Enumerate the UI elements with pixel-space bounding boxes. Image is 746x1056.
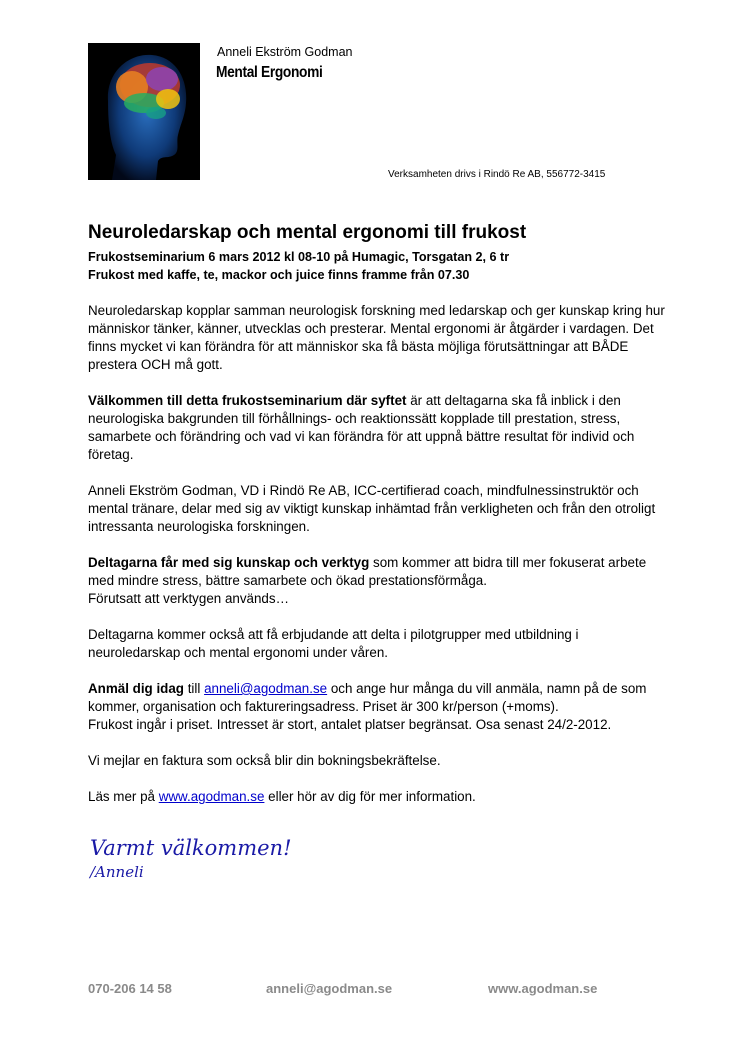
website-link[interactable]: www.agodman.se [158,789,265,804]
greeting: Varmt välkommen! [90,836,292,860]
page-title: Neuroledarskap och mental ergonomi till frukost [88,222,527,243]
breakfast-details: Frukost med kaffe, te, mackor och juice finns framme från 07.30 [88,268,470,282]
intro-paragraph: Neuroledarskap kopplar samman neurologisk forskning med ledarskap och ger kunskap kring hur människor tänker, känner, utvecklas och presterar. Mental ergonomi är åtgärder i vardagen. Det finns mycket vi kan förändra för att människor ska få bästa möjliga förutsättningar att BÅDE prestera OCH må gott. [88,303,665,372]
purpose-paragraph [88,392,668,464]
signup-paragraph [88,680,668,734]
brand-name: Mental Ergonomi [216,64,323,81]
invoice-paragraph: Vi mejlar en faktura som också blir din bokningsbekräftelse. [88,753,441,768]
signup-email-link[interactable]: anneli@agodman.se [204,681,328,696]
pilot-paragraph: Deltagarna kommer också att få erbjudande att delta i pilotgrupper med utbildning i neuroledarskap och mental ergonomi under våren. [88,627,579,660]
footer-phone: 070-206 14 58 [88,981,172,996]
signup-text: och ange hur många du vill anmäla, namn på de som kommer, organisation och faktureringsadress. Priset är 300 kr/person (+moms). [88,681,647,714]
signature: /Anneli [90,863,144,881]
more-info-paragraph [88,788,668,806]
company-note: Verksamheten drivs i Rindö Re AB, 556772-3415 [388,169,606,180]
author-name: Anneli Ekström Godman [217,45,353,59]
purpose-lead: Välkommen till detta frukostseminarium där syftet [88,393,407,408]
brain-head-icon [88,43,200,180]
seminar-details: Frukostseminarium 6 mars 2012 kl 08-10 på Humagic, Torsgatan 2, 6 tr [88,250,510,264]
brain-logo-image [88,43,200,180]
benefits-note: Förutsatt att verktygen används… [88,591,289,606]
benefits-paragraph [88,554,668,608]
signup-pre: till [183,681,205,696]
more-info-post: eller hör av dig för mer information. [264,789,476,804]
presenter-paragraph: Anneli Ekström Godman, VD i Rindö Re AB, ICC-certifierad coach, mindfulnessinstruktör och mental tränare, delar med sig av viktigt kunskap inhämtad från verkligheten och från den otroligt intressanta neurologiska forskningen. [88,483,656,534]
footer-email: anneli@agodman.se [266,981,393,996]
footer-web: www.agodman.se [488,981,598,996]
purpose-text: är att deltagarna ska få inblick i den neurologiska bakgrunden till förhållnings- och reaktionssätt kopplade till prestation, stress, samarbete och förändring och vad vi kan förändra för att uppnå bättre resultat för individ och företag. [88,393,635,462]
signup-note: Frukost ingår i priset. Intresset är stort, antalet platser begränsat. Osa senast 24/2-2012. [88,717,612,732]
more-info-pre: Läs mer på [88,789,159,804]
benefits-text: som kommer att bidra till mer fokuserat arbete med mindre stress, bättre samarbete och ökad prestationsförmåga. [88,555,647,588]
closing [90,834,292,882]
letter-body [88,221,668,824]
benefits-lead: Deltagarna får med sig kunskap och verktyg [88,555,370,570]
signup-lead: Anmäl dig idag [88,681,184,696]
